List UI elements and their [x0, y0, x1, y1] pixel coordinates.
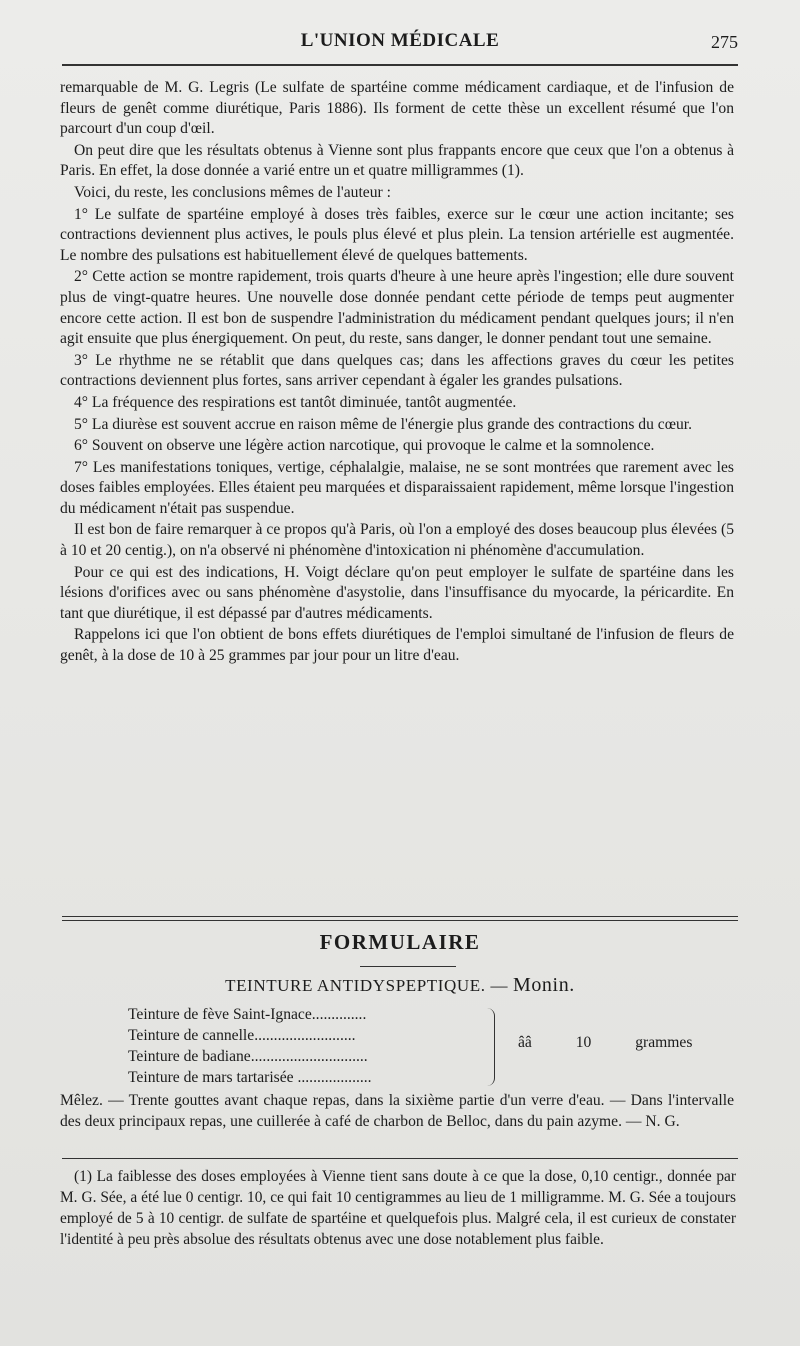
- recipe-author: Monin.: [512, 974, 575, 996]
- article-body: [60, 78, 734, 667]
- paragraph: 2° Cette action se montre rapidement, trois quarts d'heure à une heure après l'ingestion; elle dure souvent plus de vingt-quatre heures. Une nouvelle dose donnée pendant cette période de temps peut augmenter encore cette action. Il est bon de suspendre l'administration du médicament pendant quelques jours; il n'en agit ensuite que plus énergiquement. On peut, du reste, sans danger, le donner pendant tout une semaine.: [60, 268, 734, 348]
- section-title: FORMULAIRE: [319, 930, 481, 954]
- paragraph: Rappelons ici que l'on obtient de bons effets diurétiques de l'emploi simultané de l'infusion de fleurs de genêt, à la dose de 10 à 25 grammes par jour pour un litre d'eau.: [60, 626, 734, 665]
- recipe-name: TEINTURE ANTIDYSPEPTIQUE. —: [225, 976, 509, 995]
- recipe-method: [60, 1090, 734, 1132]
- paragraph: Pour ce qui est des indications, H. Voigt déclare qu'on peut employer le sulfate de spartéine dans les lésions d'orifices avec ou sans phénomène d'asystolie, dans l'insuffisance du myocarde, la péricardite. En tant que diurétique, il est dépassé par d'autres médicaments.: [60, 563, 734, 622]
- ingredient: Teinture de cannelle..........................: [128, 1027, 356, 1044]
- ingredient: Teinture de mars tartarisée ...................: [128, 1069, 372, 1086]
- section-rule-bottom: [62, 920, 738, 921]
- footnote-text: (1) La faiblesse des doses employées à Vienne tient sans doute à ce que la dose, 0,10 centigr., donnée par M. G. Sée, a été lue 0 centigr. 10, ce qui fait 10 centigrammes au lieu de 1 milligramme. M. G. Sée a toujours employé de 5 à 10 centigr. de sulfate de spartéine et quelquefois plus. Malgré cela, il est curieux de constater l'identité à peu près absolue des résultats obtenus avec une dose notablement plus faible.: [60, 1168, 736, 1248]
- paragraph: 3° Le rhythme ne se rétablit que dans quelques cas; dans les affections graves du cœur les petites contractions deviennent plus fortes, sans arriver cependant à égaler les grandes pulsations.: [60, 351, 734, 390]
- header-rule: [62, 64, 738, 66]
- ingredient-list: [128, 1004, 372, 1088]
- page-header: [62, 30, 738, 58]
- paragraph: 7° Les manifestations toniques, vertige, céphalalgie, malaise, ne se sont montrées que rarement avec les doses faibles employées. Elles étaient peu marquées et disparaissaient rapidement, même lorsque l'ingestion du médicament n'était pas suspendue.: [60, 458, 735, 517]
- paragraph: remarquable de M. G. Legris (Le sulfate de spartéine comme médicament cardiaque, et de l'infusion de fleurs de genêt comme diurétique, Paris 1886). Ils forment de cette thèse un excellent résumé que l'on parcourt d'un coup d'œil.: [60, 79, 734, 138]
- recipe-title: [0, 974, 800, 997]
- paragraph: 5° La diurèse est souvent accrue en raison même de l'énergie plus grande des contractions du cœur.: [74, 415, 693, 433]
- paragraph: 6° Souvent on observe une légère action narcotique, qui provoque le calme et la somnolence.: [74, 437, 655, 455]
- ingredient-quantity: ââ 10 grammes: [518, 1034, 693, 1051]
- ingredient: Teinture de fève Saint-Ignace..............: [128, 1006, 367, 1023]
- paragraph: 1° Le sulfate de spartéine employé à doses très faibles, exerce sur le cœur une action incitante; ses contractions deviennent plus actives, le pouls plus élevé et plus plein. La tension artérielle est augmentée. Le nombre des pulsations est habituellement élevé de quelques battements.: [60, 205, 734, 264]
- running-title: L'UNION MÉDICALE: [300, 30, 500, 51]
- method-text: Mêlez. — Trente gouttes avant chaque repas, dans la sixième partie d'un verre d'eau. — Dans l'intervalle des deux principaux repas, une cuillerée à café de charbon de Belloc, dans du pain azyme. — N. G.: [60, 1092, 734, 1130]
- ingredient: Teinture de badiane..............................: [128, 1048, 368, 1065]
- footnote: [60, 1166, 736, 1250]
- footnote-rule: [62, 1158, 738, 1159]
- paragraph: 4° La fréquence des respirations est tantôt diminuée, tantôt augmentée.: [74, 393, 517, 411]
- paragraph: Il est bon de faire remarquer à ce propos qu'à Paris, où l'on a employé des doses beaucoup plus élevées (5 à 10 et 20 centig.), on n'a observé ni phénomène d'intoxication ni phénomène d'accumulation.: [60, 521, 734, 560]
- brace-icon: [484, 1008, 495, 1086]
- page-number: 275: [711, 32, 738, 52]
- paragraph: Voici, du reste, les conclusions mêmes de l'auteur :: [74, 183, 391, 201]
- title-underline: [360, 966, 456, 967]
- paragraph: On peut dire que les résultats obtenus à Vienne sont plus frappants encore que ceux que l'on a obtenus à Paris. En effet, la dose donnée a varié entre un et quatre milligrammes (1).: [60, 141, 734, 180]
- section-rule-top: [62, 916, 738, 917]
